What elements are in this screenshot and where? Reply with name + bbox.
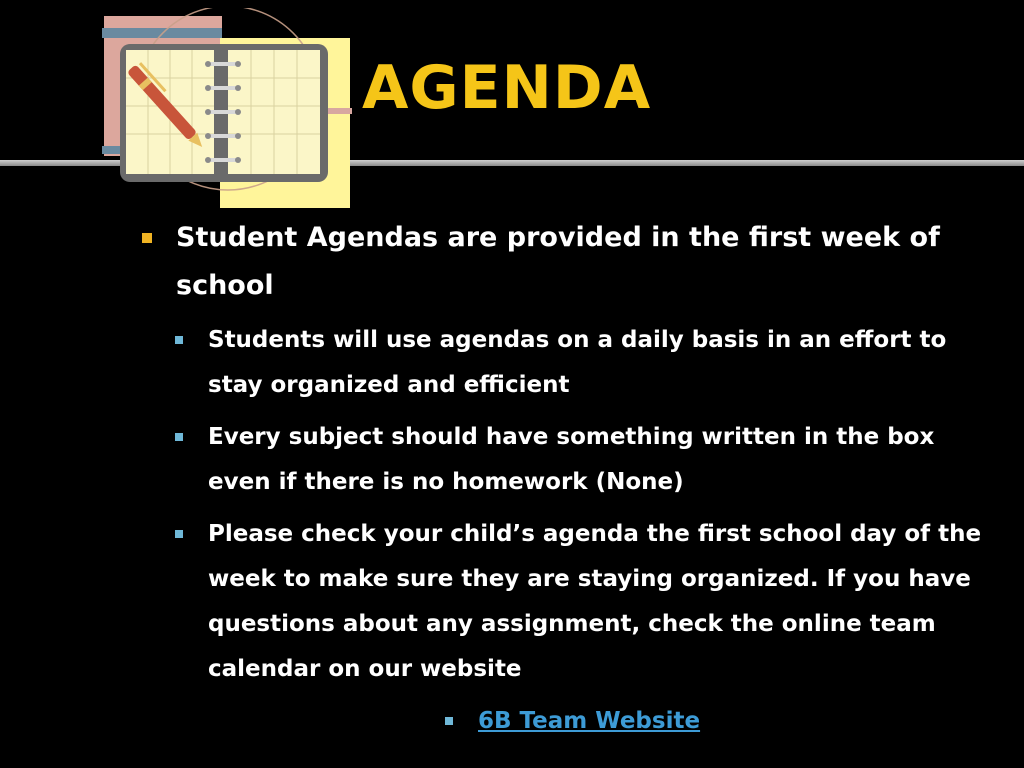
- square-bullet-icon: [142, 233, 152, 243]
- bullet-list: [140, 214, 1000, 744]
- small-square-bullet-icon: [445, 717, 453, 725]
- small-square-bullet-icon: [175, 336, 183, 344]
- notebook-with-pen-icon: [98, 8, 356, 212]
- small-square-bullet-icon: [175, 530, 183, 538]
- bullet-item-every-subject: [173, 415, 1000, 505]
- bullet-text: Students will use agendas on a daily basis in an effort to stay organized and efficient: [208, 327, 947, 398]
- team-website-link[interactable]: 6B Team Website: [478, 708, 701, 734]
- bullet-item-team-website: [443, 699, 1000, 744]
- bullet-text: Please check your child’s agenda the first school day of the week to make sure they are staying organized. If you have questions about any assignment, check the online team calendar on our website: [208, 521, 982, 682]
- small-square-bullet-icon: [175, 433, 183, 441]
- slide-title: AGENDA: [362, 53, 652, 123]
- bullet-item-daily-use: [173, 318, 1000, 408]
- bullet-item-agendas-provided: [140, 214, 1000, 310]
- bullet-text: Student Agendas are provided in the first week of school: [176, 222, 940, 301]
- bullet-item-check-agenda: [173, 512, 1000, 692]
- bullet-text: Every subject should have something written in the box even if there is no homework (None): [208, 424, 935, 495]
